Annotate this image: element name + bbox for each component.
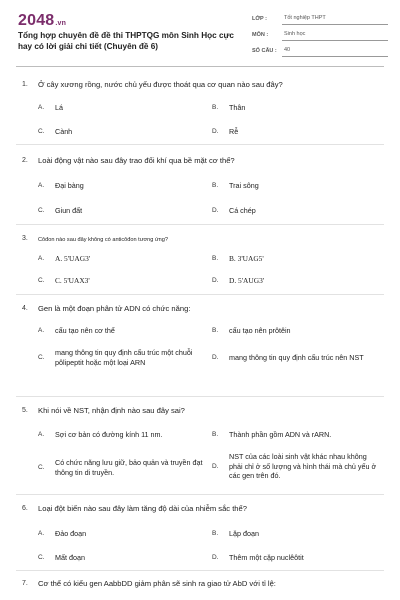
question-number: 4. — [22, 305, 28, 312]
option-c[interactable] — [38, 127, 72, 137]
meta-label-count: SỐ CÂU : — [252, 48, 277, 54]
option-b[interactable] — [212, 103, 245, 113]
option-letter: C. — [38, 353, 45, 361]
option-d[interactable] — [212, 452, 379, 481]
option-letter: B. — [212, 255, 219, 262]
option-text: Cành — [55, 127, 73, 136]
option-text: NST của các loài sinh vật khác nhau không phải chỉ ở số lượng và hình thái mà chủ yếu ở các gen trên đó. — [229, 452, 377, 480]
option-d[interactable] — [212, 553, 304, 563]
option-letter: D. — [212, 207, 219, 214]
option-text: Mất đoạn — [55, 553, 85, 562]
question-text: Ở cây xương rồng, nước chủ yếu được thoát qua cơ quan nào sau đây? — [38, 80, 283, 89]
option-letter: C. — [38, 277, 45, 284]
question-divider — [16, 396, 384, 397]
document-meta — [252, 12, 388, 60]
question-number: 2. — [22, 157, 28, 164]
option-a[interactable] — [38, 529, 86, 539]
option-letter: B. — [212, 431, 219, 438]
option-letter: A. — [38, 104, 45, 111]
option-letter: D. — [212, 354, 219, 361]
option-letter: D. — [212, 462, 219, 470]
question-text: Côđon nào sau đây không có anticôđon tương ứng? — [38, 237, 168, 243]
logo-suffix: .vn — [55, 20, 67, 27]
option-text: mang thông tin quy định cấu trúc một chuỗi pôlipeptit hoặc một loại ARN — [55, 348, 193, 367]
question-number: 1. — [22, 81, 28, 88]
option-b[interactable] — [212, 326, 291, 336]
option-letter: B. — [212, 327, 219, 334]
option-text: C. 5'UAX3' — [55, 276, 90, 285]
option-a[interactable] — [38, 103, 63, 113]
option-text: Thân — [229, 103, 246, 112]
option-a[interactable] — [38, 430, 163, 440]
meta-row-subject — [252, 28, 388, 42]
option-text: Giun đất — [55, 206, 83, 215]
option-b[interactable] — [212, 430, 331, 440]
meta-row-class — [252, 12, 388, 26]
question-text: Cơ thể có kiểu gen AabbDD giảm phân sẽ sinh ra giao tử AbD với tỉ lệ: — [38, 579, 276, 588]
option-text: Cá chép — [229, 206, 256, 215]
question-text: Gen là một đoạn phân tử ADN có chức năng: — [38, 304, 191, 313]
question-text: Khi nói về NST, nhận định nào sau đây sai? — [38, 406, 185, 415]
option-text: Rễ — [229, 127, 239, 136]
question-divider — [16, 494, 384, 495]
option-text: B. 3'UAG5' — [229, 254, 264, 263]
option-c[interactable] — [38, 276, 90, 286]
option-d[interactable] — [212, 127, 238, 137]
site-logo[interactable] — [18, 12, 66, 30]
option-text: Trai sông — [229, 181, 259, 190]
question-text: Loại đột biến nào sau đây làm tăng độ dài của nhiễm sắc thể? — [38, 504, 247, 513]
option-letter: B. — [212, 530, 219, 537]
option-b[interactable] — [212, 529, 259, 539]
option-text: Sợi cơ bản có đường kính 11 nm. — [55, 430, 163, 439]
document-title: Tổng hợp chuyên đề đề thi THPTQG môn Sinh Học cực hay có lời giải chi tiết (Chuyên đề 6) — [18, 31, 234, 51]
question-divider — [16, 294, 384, 295]
meta-value-class: Tốt nghiệp THPT — [282, 13, 388, 25]
option-letter: C. — [38, 554, 45, 561]
option-a[interactable] — [38, 254, 90, 264]
question-divider — [16, 144, 384, 145]
option-c[interactable] — [38, 206, 82, 216]
option-letter: D. — [212, 128, 219, 135]
option-letter: B. — [212, 182, 219, 189]
option-text: Thành phần gồm ADN và rARN. — [229, 430, 332, 439]
option-letter: B. — [212, 104, 219, 111]
option-a[interactable] — [38, 181, 84, 191]
option-letter: C. — [38, 463, 45, 471]
meta-row-count — [252, 44, 388, 58]
question-text: Loài động vật nào sau đây trao đổi khí qua bề mặt cơ thể? — [38, 156, 235, 165]
option-letter: D. — [212, 554, 219, 561]
option-letter: A. — [38, 255, 45, 262]
option-text: mang thông tin quy định cấu trúc nên NST — [229, 353, 364, 362]
header-divider — [16, 66, 384, 67]
option-text: Lá — [55, 103, 63, 112]
option-d[interactable] — [212, 353, 379, 363]
option-text: Đại bàng — [55, 181, 84, 190]
option-d[interactable] — [212, 206, 256, 216]
option-letter: A. — [38, 182, 45, 189]
option-text: cấu tạo nên prôtêin — [229, 326, 291, 335]
option-text: Đảo đoạn — [55, 529, 87, 538]
option-text: Có chức năng lưu giữ, bảo quản và truyền đạt thông tin di truyền. — [55, 458, 203, 477]
option-d[interactable] — [212, 276, 264, 286]
document-header — [0, 0, 400, 66]
option-text: Thêm một cặp nuclêôtit — [229, 553, 304, 562]
meta-value-subject: Sinh học — [282, 29, 388, 41]
question-number: 6. — [22, 505, 28, 512]
question-divider — [16, 570, 384, 571]
option-letter: C. — [38, 207, 45, 214]
question-number: 5. — [22, 407, 28, 414]
question-divider — [16, 224, 384, 225]
option-letter: D. — [212, 277, 219, 284]
question-number: 7. — [22, 580, 28, 587]
option-b[interactable] — [212, 181, 259, 191]
meta-label-class: LỚP : — [252, 16, 267, 22]
option-letter: A. — [38, 530, 45, 537]
question-number: 3. — [22, 235, 28, 242]
option-c[interactable] — [38, 553, 85, 563]
meta-value-count: 40 — [282, 45, 388, 57]
logo-main: 2048 — [18, 12, 55, 29]
option-text: A. 5'UAG3' — [55, 254, 91, 263]
option-letter: A. — [38, 327, 45, 334]
option-text: cấu tạo nên cơ thể — [55, 326, 115, 335]
option-text: D. 5'AUG3' — [229, 276, 265, 285]
option-text: Lặp đoạn — [229, 529, 259, 538]
meta-label-subject: MÔN : — [252, 32, 269, 38]
option-c[interactable] — [38, 348, 205, 367]
option-a[interactable] — [38, 326, 115, 336]
option-c[interactable] — [38, 458, 205, 477]
option-letter: A. — [38, 431, 45, 438]
option-letter: C. — [38, 128, 45, 135]
option-b[interactable] — [212, 254, 264, 264]
